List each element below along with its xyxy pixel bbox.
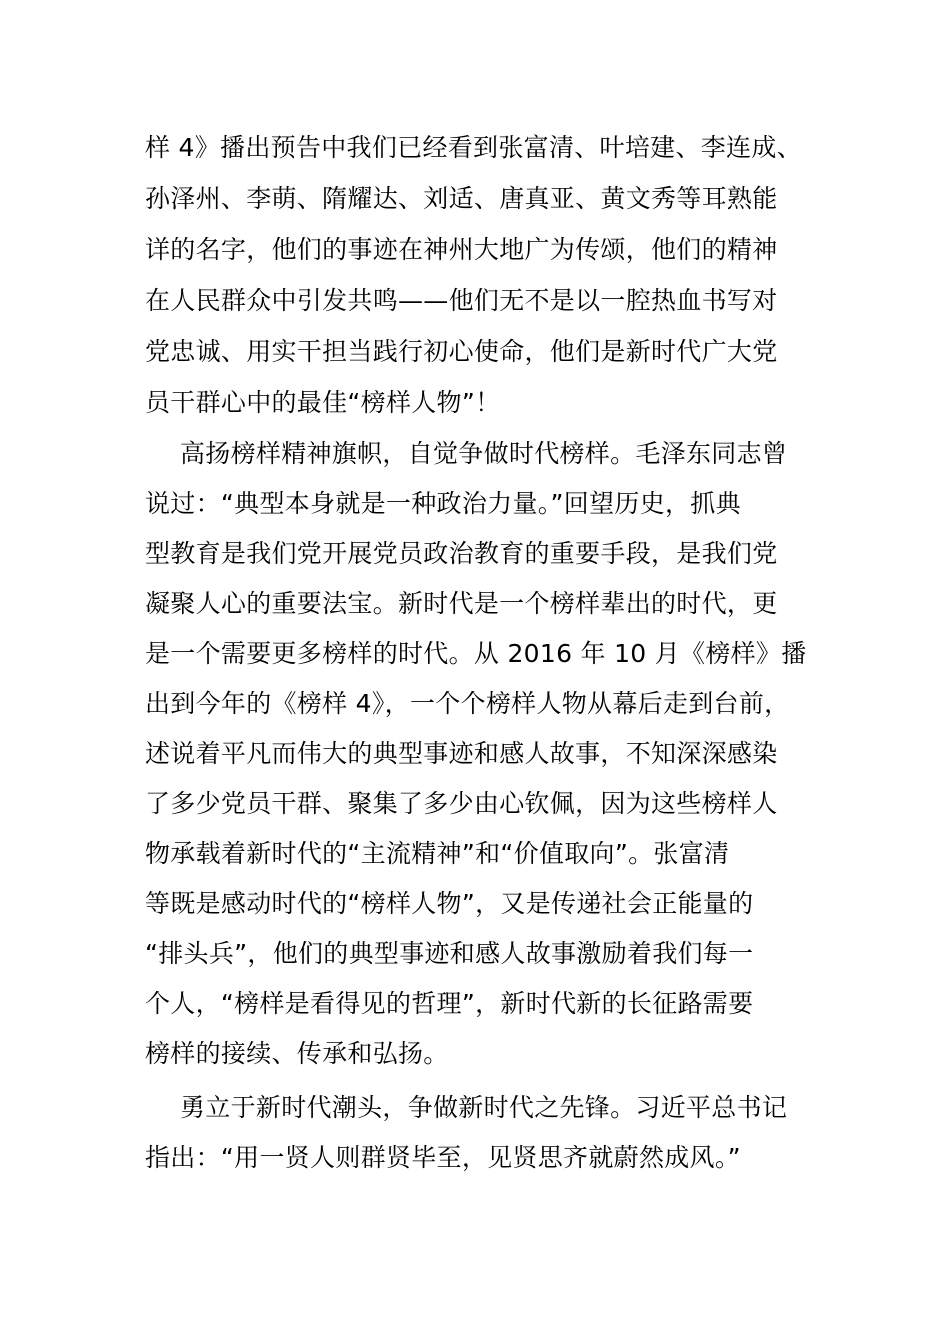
text-line: 榜样的接续、传承和弘扬。 xyxy=(145,1039,449,1068)
paragraph-first-line: 勇立于新时代潮头，争做新时代之先锋。习近平总书记 xyxy=(180,1093,788,1122)
text-line: 孙泽州、李萌、隋耀达、刘适、唐真亚、黄文秀等耳熟能 xyxy=(145,184,778,213)
text-line: 个人，“榜样是看得见的哲理”，新时代新的长征路需要 xyxy=(145,989,754,1018)
text-line: 员干群心中的最佳“榜样人物”！ xyxy=(145,388,501,417)
text-line: “排头兵”，他们的典型事迹和感人故事激励着我们每一 xyxy=(145,939,754,968)
text-line: 等既是感动时代的“榜样人物”，又是传递社会正能量的 xyxy=(145,889,754,918)
text-line: 物承载着新时代的“主流精神”和“价值取向”。张富清 xyxy=(145,839,730,868)
text-line: 型教育是我们党开展党员政治教育的重要手段，是我们党 xyxy=(145,539,778,568)
text-line: 出到今年的《榜样 4》，一个个榜样人物从幕后走到台前， xyxy=(145,689,790,718)
text-line: 指出：“用一贤人则群贤毕至，见贤思齐就蔚然成风。” xyxy=(145,1143,741,1172)
text-line: 述说着平凡而伟大的典型事迹和感人故事，不知深深感染 xyxy=(145,739,778,768)
text-line: 详的名字，他们的事迹在神州大地广为传颂，他们的精神 xyxy=(145,235,778,264)
text-line: 了多少党员干群、聚集了多少由心钦佩，因为这些榜样人 xyxy=(145,789,778,818)
text-line: 在人民群众中引发共鸣——他们无不是以一腔热血书写对 xyxy=(145,286,778,315)
text-line: 说过：“典型本身就是一种政治力量。”回望历史，抓典 xyxy=(145,489,741,518)
text-line: 样 4》播出预告中我们已经看到张富清、叶培建、李连成、 xyxy=(145,133,802,162)
paragraph-first-line: 高扬榜样精神旗帜，自觉争做时代榜样。毛泽东同志曾 xyxy=(180,439,788,468)
text-line: 党忠诚、用实干担当践行初心使命，他们是新时代广大党 xyxy=(145,337,778,366)
text-line: 是一个需要更多榜样的时代。从 2016 年 10 月《榜样》播 xyxy=(145,639,807,668)
text-line: 凝聚人心的重要法宝。新时代是一个榜样辈出的时代，更 xyxy=(145,589,778,618)
